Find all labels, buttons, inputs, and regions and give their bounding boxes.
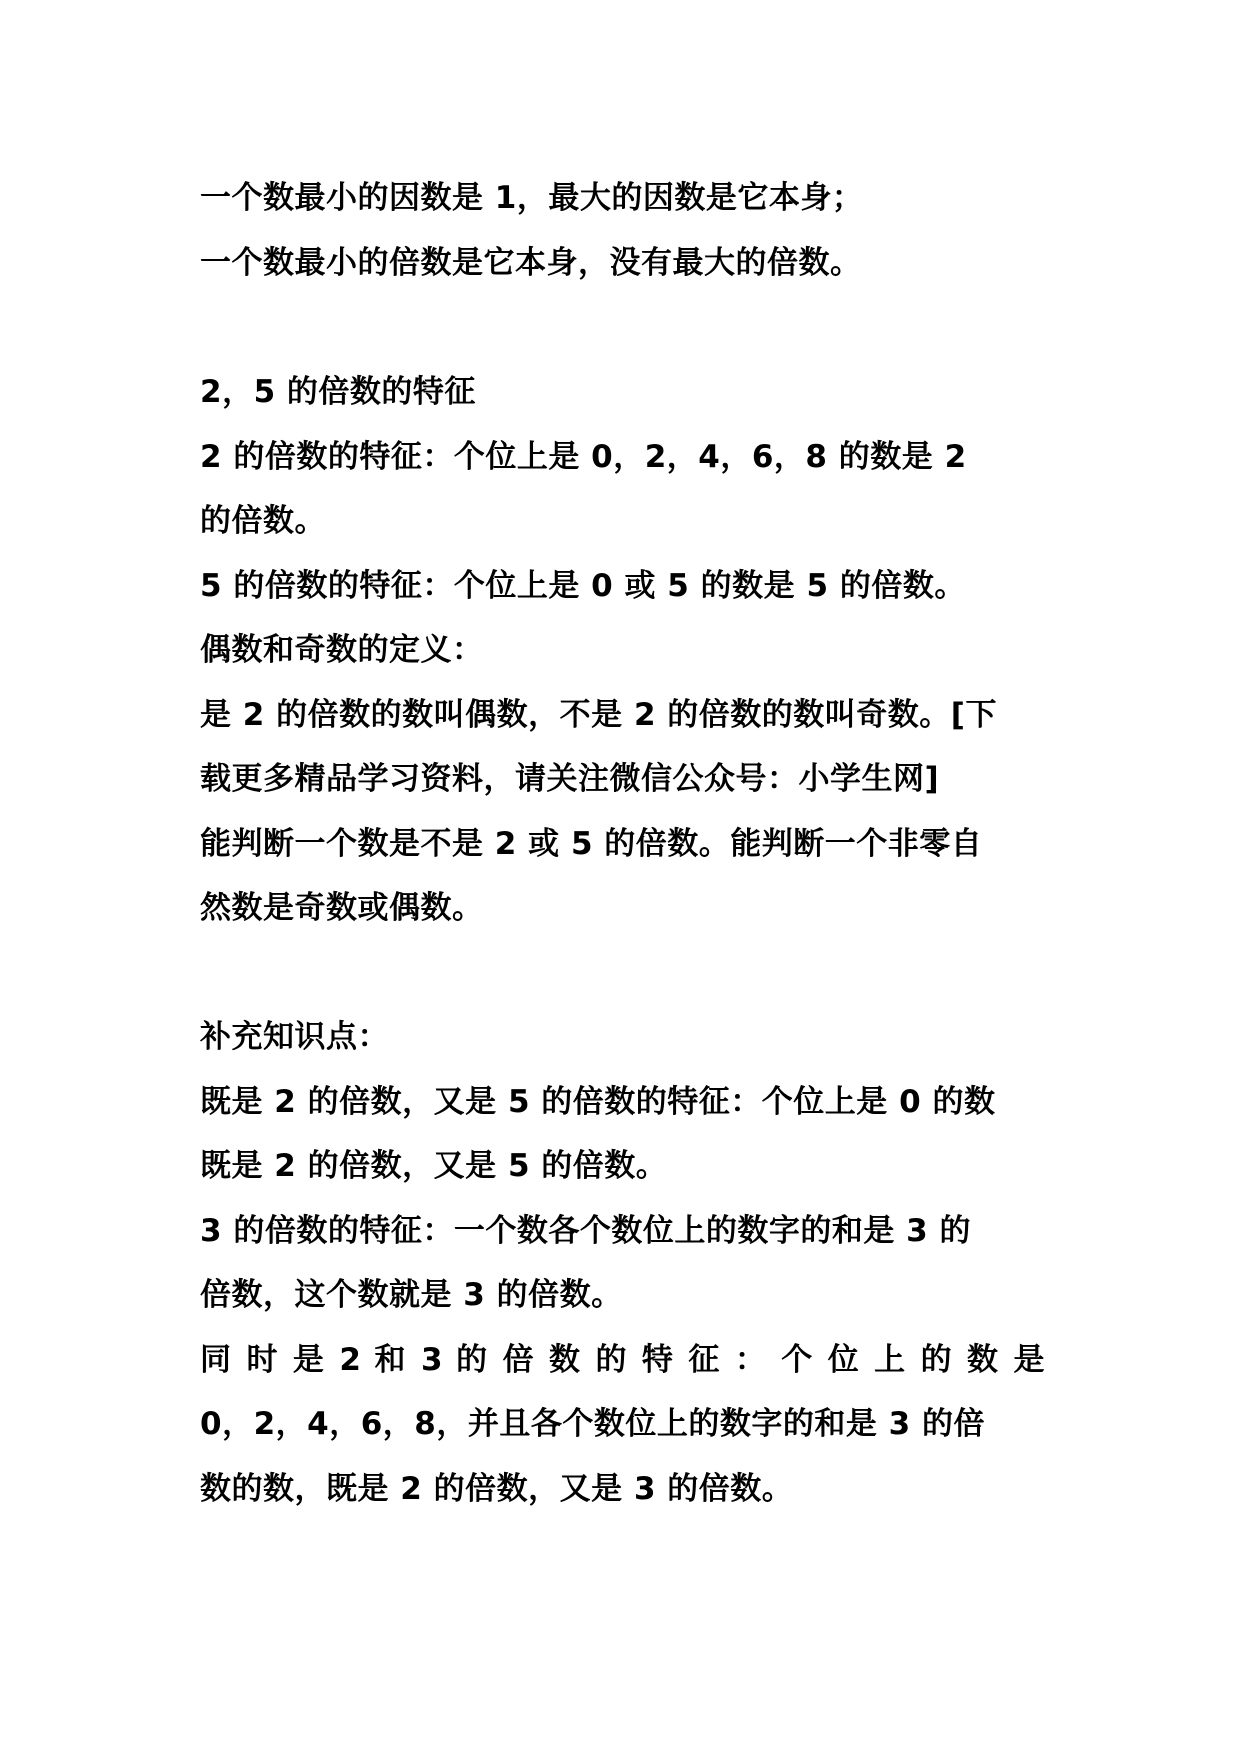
text-line-2-and-3-rule-cont: 0，2，4，6，8，并且各个数位上的数字的和是 3 的倍 <box>200 1406 986 1442</box>
section-heading-supplement: 补充知识点： <box>200 1019 389 1055</box>
text-line-2-multiple-rule-cont: 的倍数。 <box>200 503 326 539</box>
text-line-3-multiple-rule: 3 的倍数的特征：一个数各个数位上的数字的和是 3 的 <box>200 1213 972 1249</box>
text-line-2-and-5-rule-cont: 既是 2 的倍数，又是 5 的倍数。 <box>200 1148 668 1184</box>
section-heading-2-5-multiples: 2，5 的倍数的特征 <box>200 374 476 410</box>
text-line-min-max-factor: 一个数最小的因数是 1，最大的因数是它本身； <box>200 180 864 216</box>
text-line-ability-1: 能判断一个数是不是 2 或 5 的倍数。能判断一个非零自 <box>200 826 983 862</box>
text-line-2-and-3-rule-end: 数的数，既是 2 的倍数，又是 3 的倍数。 <box>200 1471 794 1507</box>
text-line-3-multiple-rule-cont: 倍数，这个数就是 3 的倍数。 <box>200 1277 623 1313</box>
text-line-ability-2: 然数是奇数或偶数。 <box>200 890 484 926</box>
text-line-min-max-multiple: 一个数最小的倍数是它本身，没有最大的倍数。 <box>200 245 862 281</box>
text-line-2-and-3-rule: 同 时 是 2 和 3 的 倍 数 的 特 征 ： 个 位 上 的 数 是 <box>200 1342 1045 1378</box>
text-line-2-and-5-rule: 既是 2 的倍数，又是 5 的倍数的特征：个位上是 0 的数 <box>200 1084 996 1120</box>
text-line-promo-note: 载更多精品学习资料，请关注微信公众号：小学生网] <box>200 761 940 797</box>
text-line-even-odd-definition: 是 2 的倍数的数叫偶数，不是 2 的倍数的数叫奇数。[下 <box>200 697 997 733</box>
text-line-even-odd-heading: 偶数和奇数的定义： <box>200 632 484 668</box>
text-line-5-multiple-rule: 5 的倍数的特征：个位上是 0 或 5 的数是 5 的倍数。 <box>200 568 966 604</box>
document-page <box>200 0 1045 1754</box>
text-line-2-multiple-rule: 2 的倍数的特征：个位上是 0，2，4，6，8 的数是 2 <box>200 439 967 475</box>
